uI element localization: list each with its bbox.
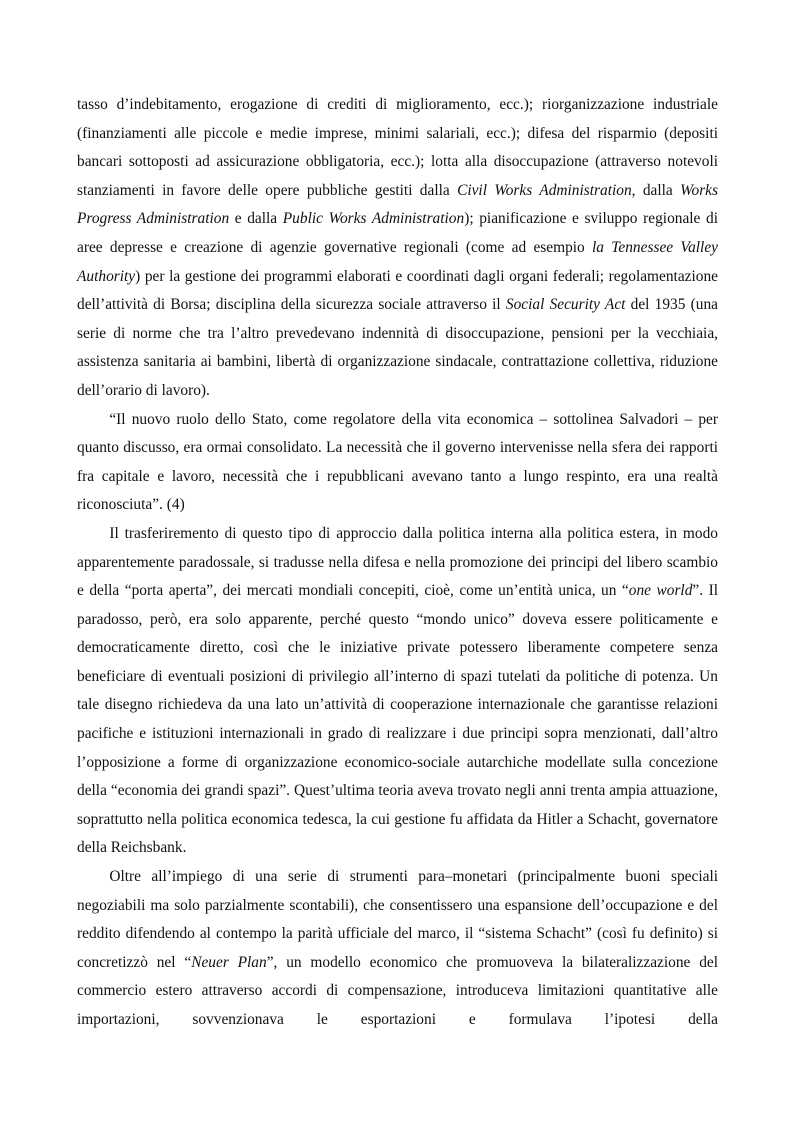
text-segment: ) per la gestione dei programmi elaborati e coordinati dagli organi federali; regolamentazione dell’attività di Borsa; disciplina della sicurezza sociale attraverso il — [77, 267, 718, 314]
text-segment: e dalla — [229, 210, 283, 228]
body-paragraph — [77, 863, 718, 1035]
text-segment: Il trasferiremento di questo tipo di approccio dalla politica interna alla politica estera, in modo apparentemente paradossale, si tradusse nella difesa e nella promozione dei principi del libero scambio e della “porta aperta”, dei mercati mondiali concepiti, cioè, come un’entità unica, un “ — [77, 524, 718, 600]
italic-text-segment: Civil Works Administration — [457, 181, 632, 199]
italic-text-segment: Neuer Plan — [191, 953, 267, 971]
text-segment: del 1935 (una serie di norme che tra l’altro prevedevano indennità di disoccupazione, pensioni per la vecchiaia, assistenza sanitaria ai bambini, libertà di organizzazione sindacale, contrattazione collettiva, riduzione dell’orario di lavoro). — [77, 296, 718, 399]
italic-text-segment: la Tennessee Valley Authority — [77, 238, 718, 285]
text-segment: tasso d’indebitamento, erogazione di crediti di miglioramento, ecc.); riorganizzazione industriale (finanziamenti alle piccole e medie imprese, minimi salariali, ecc.); difesa del risparmio (depositi bancari sottoposti ad assicurazione obbligatoria, ecc.); lotta alla disoccupazione (attraverso notevoli stanziamenti in favore delle opere pubbliche gestiti dalla — [77, 96, 718, 199]
body-paragraph — [77, 520, 718, 863]
body-paragraph — [77, 91, 718, 406]
document-page — [77, 91, 718, 1035]
text-segment: “Il nuovo ruolo dello Stato, come regolatore della vita economica – sottolinea Salvadori – per quanto discusso, era ormai consolidato. La necessità che il governo intervenisse nella sfera dei rapporti fra capitale e lavoro, necessità che i repubblicani avevano tanto a lungo respinto, era una realtà riconosciuta”. (4) — [77, 410, 718, 514]
text-segment: ); pianificazione e sviluppo regionale di aree depresse e creazione di agenzie governative regionali (come ad esempio — [77, 210, 718, 256]
text-segment: Oltre all’impiego di una serie di strumenti para–monetari (principalmente buoni speciali negoziabili ma solo parzialmente scontabili), che consentissero una espansione dell’occupazione e del reddito difendendo al contempo la parità ufficiale del marco, il “sistema Schacht” (così fu definito) si concretizzò nel “ — [77, 868, 718, 971]
italic-text-segment: one world — [628, 582, 693, 600]
text-segment: ”, un modello economico che promuoveva la bilateralizzazione del commercio estero attraverso accordi di compensazione, introduceva limitazioni quantitative alle importazioni, sovvenzionava le esportazioni e formulava l’ipotesi della — [77, 953, 719, 1028]
body-paragraph — [77, 406, 718, 520]
text-segment: ”. Il paradosso, però, era solo apparente, perché questo “mondo unico” doveva essere politicamente e democraticamente diretto, così che le iniziative private potessero liberamente competere senza beneficiare di eventuali posizioni di privilegio all’interno di spazi tutelati da politiche di potenza. Un tale disegno richiedeva da una lato un’attività di cooperazione internazionale che garantisse relazioni pacifiche e istituzioni internazionali in grado di realizzare i due principi sopra menzionati, dall’altro l’opposizione a forme di organizzazione economico-sociale autarchiche modellate sulla concezione della “economia dei grandi spazi”. Quest’ultima teoria aveva trovato negli anni trenta ampia attuazione, soprattutto nella politica economica tedesca, la cui gestione fu affidata da Hitler a Schacht, governatore della Reichsbank. — [77, 582, 718, 857]
italic-text-segment: Social Security Act — [505, 296, 626, 314]
text-segment: , dalla — [631, 181, 681, 199]
italic-text-segment: Works Progress Administration — [77, 181, 719, 228]
italic-text-segment: Public Works Administration — [282, 210, 465, 228]
